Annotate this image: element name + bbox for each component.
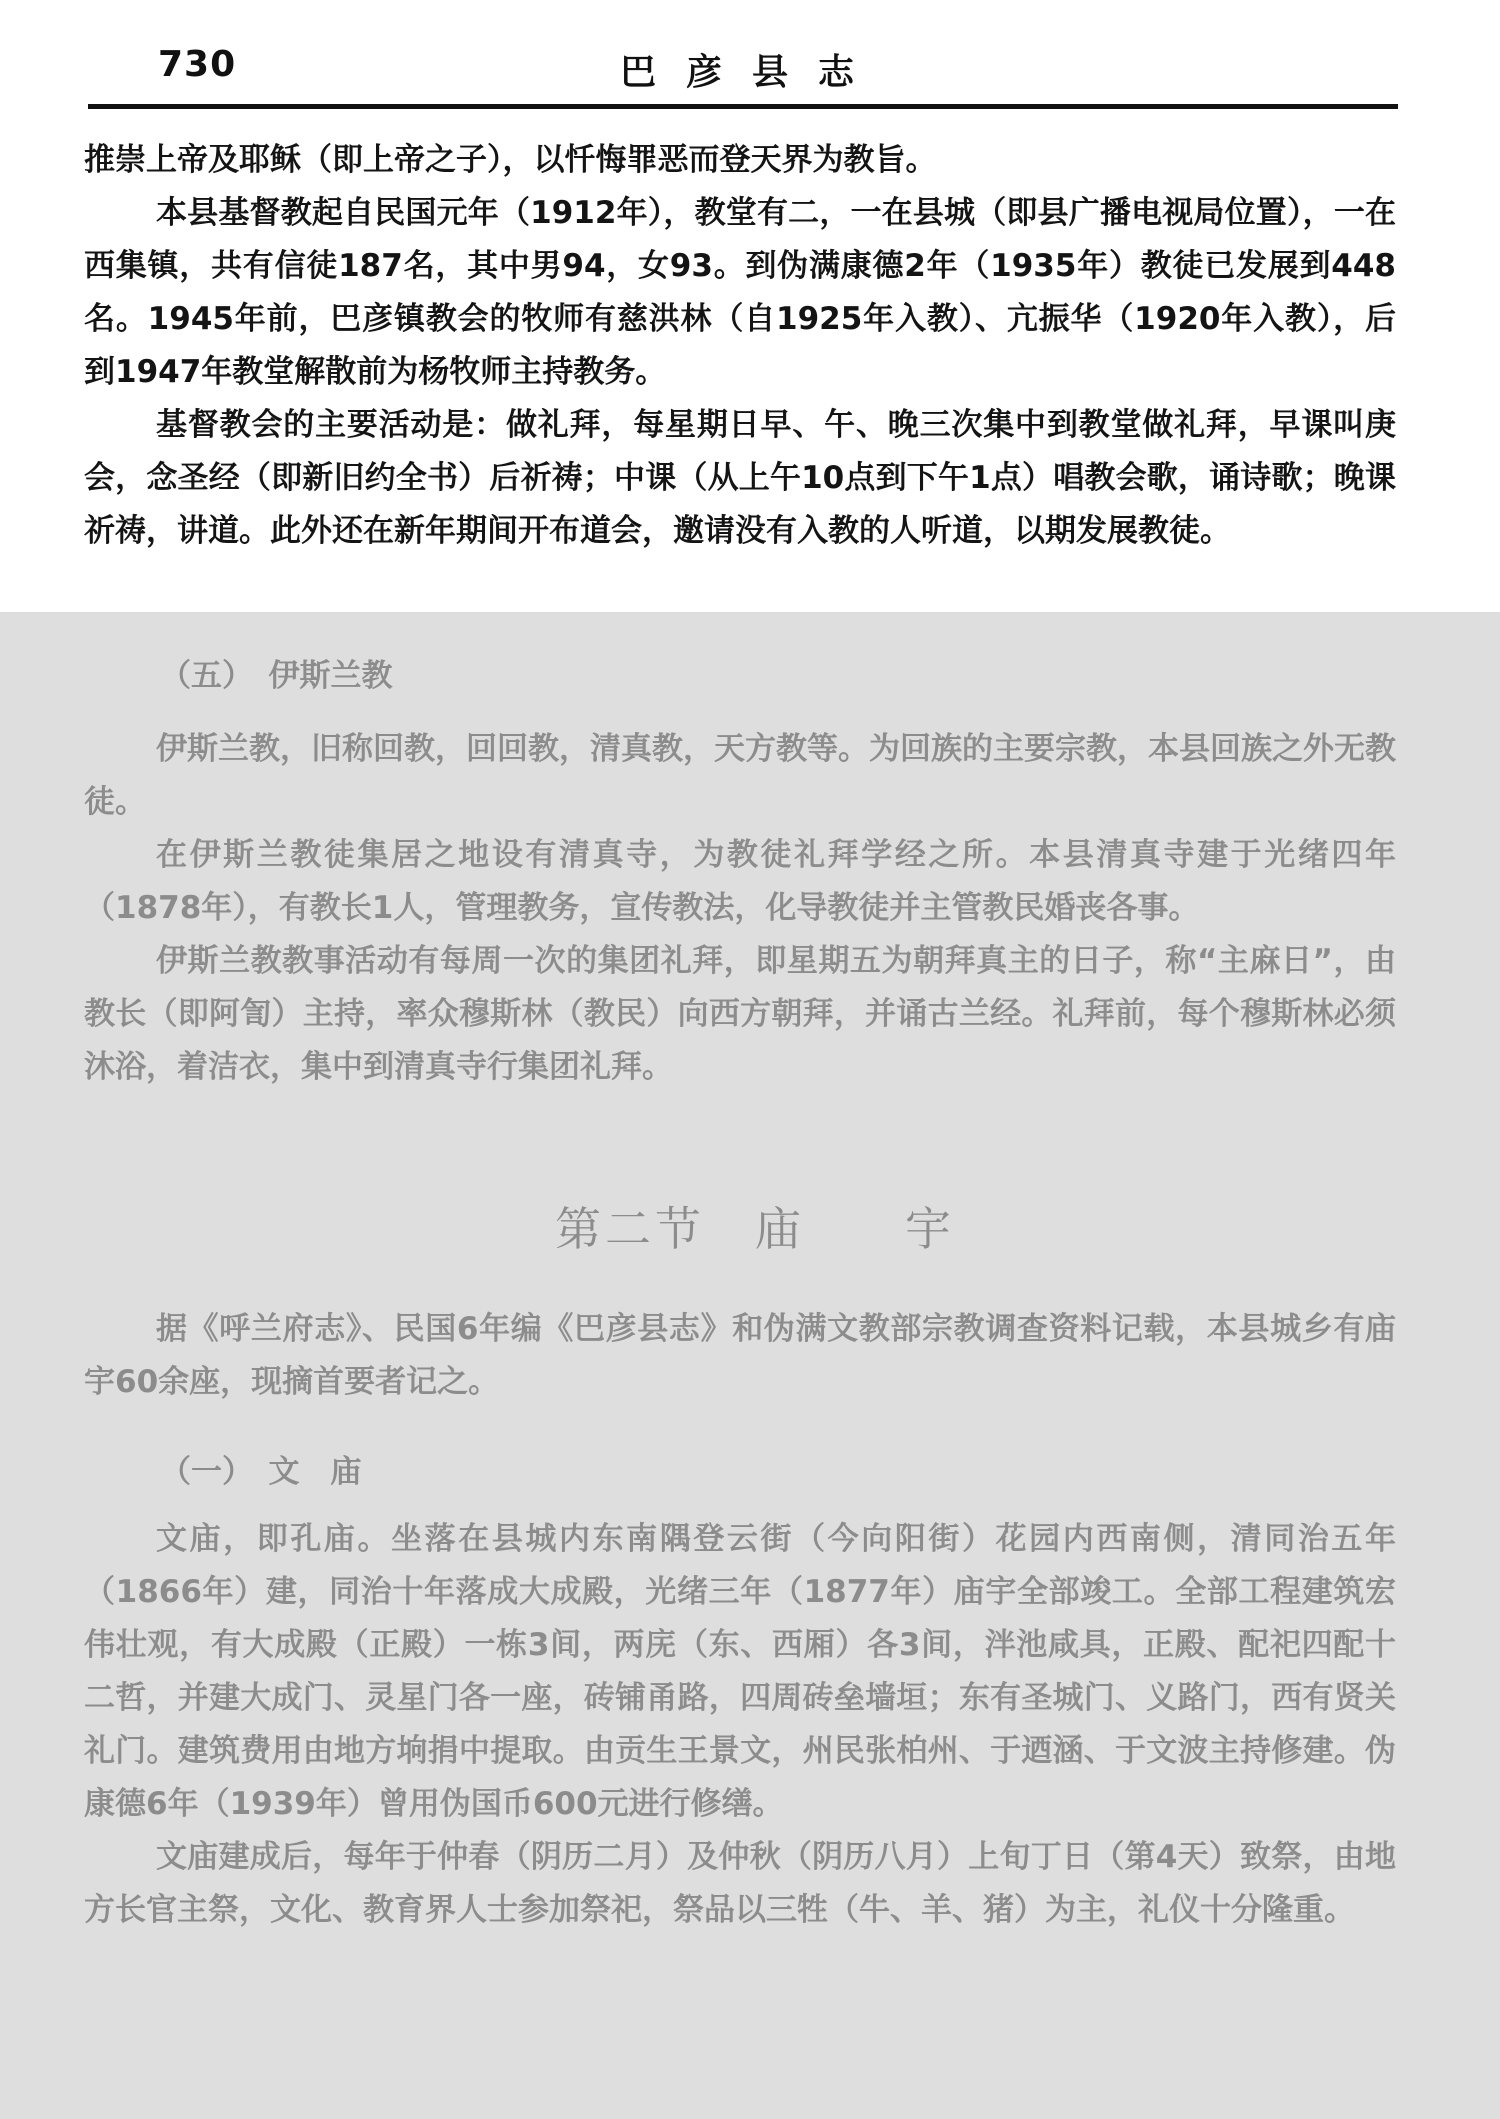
paragraph: 伊斯兰教教事活动有每周一次的集团礼拜，即星期五为朝拜真主的日子，称“主麻日”，由教长（即阿訇）主持，率众穆斯林（教民）向西方朝拜，并诵古兰经。礼拜前，每个穆斯林必须沐浴，着洁衣，集中到清真寺行集团礼拜。 xyxy=(84,943,1396,1085)
section-title: 第二节 庙 宇 xyxy=(555,1202,955,1256)
paragraph: 伊斯兰教，旧称回教，回回教，清真教，天方教等。为回族的主要宗教，本县回族之外无教徒。 xyxy=(84,731,1396,820)
subsection-heading-wenmiao: （一） 文 庙 xyxy=(160,1454,362,1490)
paragraph: 在伊斯兰教徒集居之地设有清真寺，为教徒礼拜学经之所。本县清真寺建于光绪四年（1878年），有教长1人，管理教务，宣传教法，化导教徒并主管教民婚丧各事。 xyxy=(84,837,1396,926)
paragraph: 文庙，即孔庙。坐落在县城内东南隅登云街（今向阳街）花园内西南侧，清同治五年（1866年）建，同治十年落成大成殿，光绪三年（1877年）庙宇全部竣工。全部工程建筑宏伟壮观，有大成殿（正殿）一栋3间，两庑（东、西厢）各3间，泮池咸具，正殿、配祀四配十二哲，并建大成门、灵星门各一座，砖铺甬路，四周砖垒墙垣；东有圣城门、义路门，西有贤关礼门。建筑费用由地方垧捐中提取。由贡生王景文，州民张柏州、于迺涵、于文波主持修建。伪康德6年（1939年）曾用伪国币600元进行修缮。 xyxy=(84,1521,1396,1822)
header-rule xyxy=(88,104,1398,109)
paragraph: 文庙建成后，每年于仲春（阴历二月）及仲秋（阴历八月）上旬丁日（第4天）致祭，由地方长官主祭，文化、教育界人士参加祭祀，祭品以三牲（牛、羊、猪）为主，礼仪十分隆重。 xyxy=(84,1839,1396,1928)
paragraph: 本县基督教起自民国元年（1912年），教堂有二，一在县城（即县广播电视局位置），一在西集镇，共有信徒187名，其中男94，女93。到伪满康德2年（1935年）教徒已发展到448名。1945年前，巴彦镇教会的牧师有慈洪林（自1925年入教）、亢振华（1920年入教），后到1947年教堂解散前为杨牧师主持教务。 xyxy=(84,195,1396,390)
book-title: 巴彦县志 xyxy=(620,52,885,93)
paragraph: 基督教会的主要活动是：做礼拜，每星期日早、午、晚三次集中到教堂做礼拜，早课叫庚会，念圣经（即新旧约全书）后祈祷；中课（从上午10点到下午1点）唱教会歌，诵诗歌；晚课祈祷，讲道。此外还在新年期间开布道会，邀请没有入教的人听道，以期发展教徒。 xyxy=(84,407,1396,549)
subsection-heading-islam: （五） 伊斯兰教 xyxy=(160,658,393,694)
paragraph: 推崇上帝及耶稣（即上帝之子），以忏悔罪恶而登天界为教旨。 xyxy=(84,142,937,178)
section-intro xyxy=(84,1303,1396,1409)
wenmiao-text xyxy=(84,1513,1396,1937)
page-number: 730 xyxy=(158,44,237,85)
paragraph: 据《呼兰府志》、民国6年编《巴彦县志》和伪满文教部宗教调查资料记载，本县城乡有庙宇60余座，现摘首要者记之。 xyxy=(84,1311,1396,1400)
islam-text xyxy=(84,723,1396,1094)
christianity-text xyxy=(84,134,1396,558)
